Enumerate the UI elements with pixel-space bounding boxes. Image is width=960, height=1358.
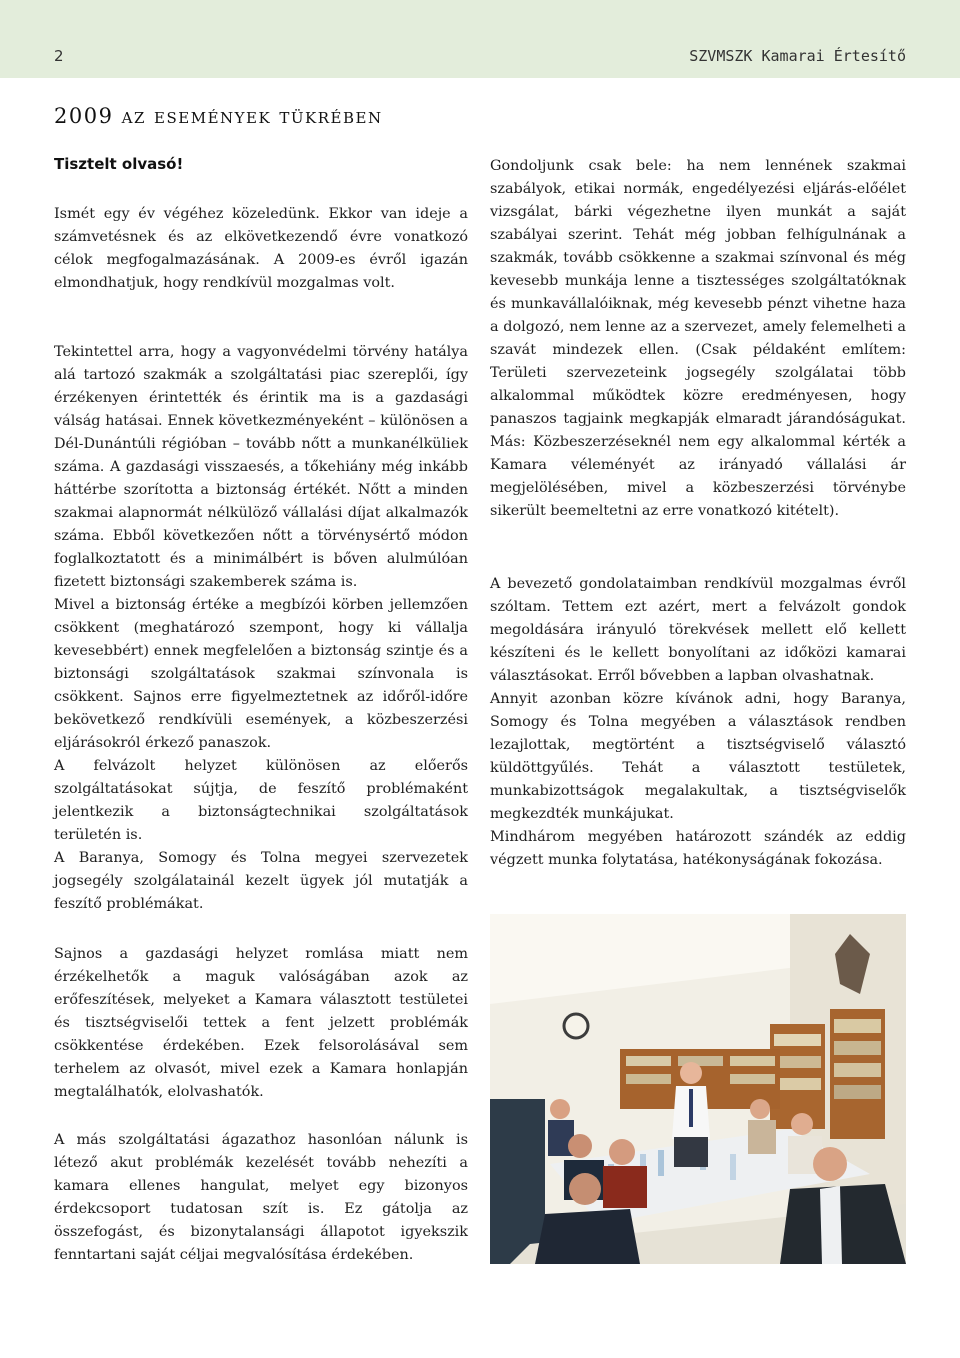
right-column-bottom: [490, 573, 906, 872]
paragraph-rules: Gondoljunk csak bele: ha nem lennének szakmai szabályok, etikai normák, engedélyezési eljárás-előélet vizsgálat, bárki végezhetne ilyen munkát a saját szabályai szerint. Tehát még jobban felhígulnának a szakmák, tovább csökkenne a szakmai színvonal és még kevesebb munkája lenne a tisztességes szolgáltatóknak és munkavállalóiknak, még kevesebb pénzt vihetne haza a dolgozó, nem lenne az a szervezet, amely felemelheti a szavát mindezek ellen. (Csak példaként említem: Területi szervezeteink jogsegély szolgálatai több alkalommal működtek közre eredményesen, hogy panaszos tagjaink megkapják elmaradt járandóságukat. Más: Közbeszerzéseknél nem egy alkalommal kérték a Kamara véleményét az irányadó vállalási ár megjelölésében, mivel a közbeszerzési törvénybe sikerült beemeltetni az erre vonatkozó kitételt).: [490, 158, 906, 519]
paragraph-legal-aid: A Baranya, Somogy és Tolna megyei szervezetek jogsegély szolgálatainál kezelt ügyek jól mutatják a feszítő problémákat.: [54, 850, 468, 912]
greeting: Tisztelt olvasó!: [54, 155, 184, 173]
article-title: 2009 az események tükrében: [54, 104, 383, 128]
paragraph-crisis: Tekintettel arra, hogy a vagyonvédelmi törvény hatálya alá tartozó szakmák a szolgáltatási piac szereplői, így érzékenyen érintették és érintik ma is a gazdasági válság hatásai. Ennek következményeként – különösen a Dél-Dunántúli régióban – tovább nőtt a munkanélküliek száma. A gazdasági visszaesés, a tőkehiány még inkább háttérbe szorította a biztonság értékét. Nőtt a minden szakmai alapnormát nélkülöző vállalási díjat alkalmazók száma. Ebből következően nőtt a törvénysértő módon foglalkoztatott és a minimálbért is bőven alulmúlóan fizetett biztonsági szakemberek száma is.: [54, 344, 468, 590]
paragraph-efforts: Sajnos a gazdasági helyzet romlása miatt nem érzékelhetők a maguk valóságában azok az erőfeszítések, melyeket a Kamara választott testületei és tisztségviselői tettek a fent jelzett problémák csökkentése érdekében. Ezek felsorolásával sem terhelem az olvasót, mivel ezek a Kamara honlapján megtalálhatók, elolvashatók.: [54, 946, 468, 1100]
page-number: 2: [54, 47, 64, 65]
paragraph-sentiment: A más szolgáltatási ágazathoz hasonlóan nálunk is létező akut problémák kezelését tovább nehezíti a kamara ellenes hangulat, melyet egy bizonyos érdekcsoport tudatosan szít is. Ez gátolja az összefogást, és bizonytalansági állapotot igyekszik fenntartani saját céljai megvalósítása érdekében.: [54, 1132, 468, 1263]
paragraph-continuation: Mindhárom megyében határozott szándék az eddig végzett munka folytatása, hatékonyságának fokozása.: [490, 829, 906, 868]
left-column-main: [54, 341, 468, 916]
paragraph-intro: Ismét egy év végéhez közeledünk. Ekkor van ideje a számvetésnek és az elkövetkezendő évre vonatkozó célok megfogalmazásának. A 2009-es évről igazán elmondhatjuk, hogy rendkívül mozgalmas volt.: [54, 206, 468, 291]
paragraph-security-value: Mivel a biztonság értéke a megbízói körben jellemzően csökkent (meghatározó szempont, hogy ki vállalja kevesebbért) ennek megfelelően a biztonság szintje és a biztonsági szolgáltatások szakmai színvonala is csökkent. Sajnos erre figyelmeztetnek az időről-időre bekövetkező rendkívüli események, a közbeszerzési eljárásokról érkező panaszok.: [54, 597, 468, 751]
journal-title: SZVMSZK Kamarai Értesítő: [689, 47, 906, 65]
paragraph-elections: A bevezető gondolataimban rendkívül mozgalmas évről szóltam. Tettem ezt azért, mert a felvázolt gondok megoldására irányuló törekvések mellett elő kellett készíteni és le kellett bonyolítani az időközi kamarai választásokat. Erről bővebben a lapban olvashatnak.: [490, 576, 906, 684]
paragraph-services: A felvázolt helyzet különösen az előerős szolgáltatásokat sújtja, de feszítő problémaként jelentkezik a biztonságtechnikai szolgáltatások területén is.: [54, 758, 468, 843]
left-column-closing: [54, 1129, 468, 1267]
paragraph-election-results: Annyit azonban közre kívánok adni, hogy Baranya, Somogy és Tolna megyében a választások rendben lezajlottak, megtörtént a tisztségviselő választó küldöttgyűlés. Tehát a választott testületek, munkabizottságok megalakultak, a tisztségviselők megkezdték munkájukat.: [490, 691, 906, 822]
header-band: [0, 0, 960, 78]
meeting-photo-illustration: [490, 914, 906, 1264]
right-column-top: [490, 155, 906, 523]
left-column-intro: [54, 203, 468, 295]
left-column-efforts: [54, 943, 468, 1104]
meeting-photo: [490, 914, 906, 1264]
